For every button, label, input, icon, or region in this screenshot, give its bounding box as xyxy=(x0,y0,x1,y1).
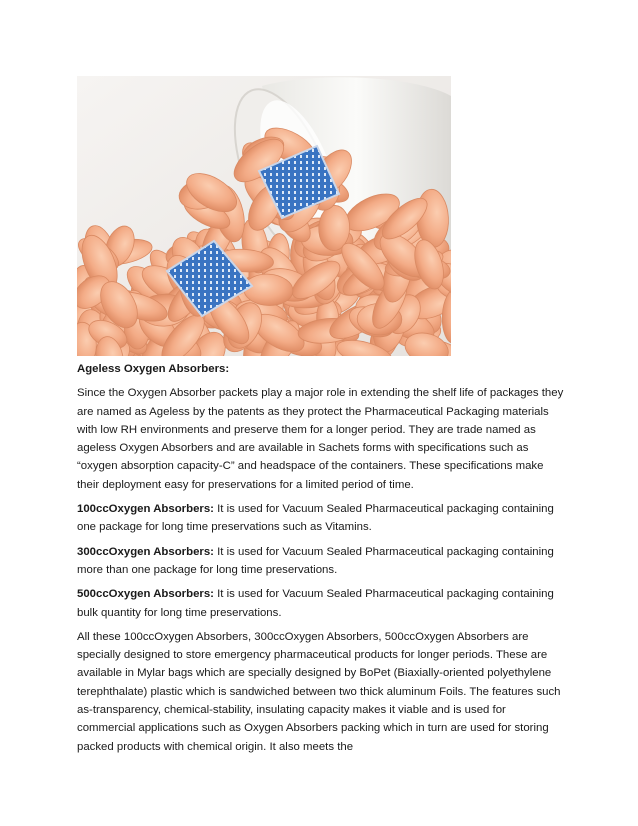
item-300cc xyxy=(77,543,567,580)
item-text: It is used for Vacuum Sealed Pharmaceutical packaging containing more than one package for long time preservations. xyxy=(77,545,554,576)
pills-illustration xyxy=(77,76,451,356)
item-100cc xyxy=(77,500,567,537)
pills-photo xyxy=(77,76,451,356)
intro-paragraph: Since the Oxygen Absorber packets play a major role in extending the shelf life of packages they are named as Ageless by the patents as they protect the Pharmaceutical Packaging materials with low RH environments and preserve them for a longer period. They are trade named as ageless Oxygen Absorbers and are available in Sachets forms with specifications such as “oxygen absorption capacity-C” and headspace of the containers. These specifications make their deployment easy for preservations for a limited period of time. xyxy=(77,387,564,491)
section-heading: Ageless Oxygen Absorbers: xyxy=(77,363,230,375)
item-text: It is used for Vacuum Sealed Pharmaceutical packaging containing one package for long time preservations such as Vitamins. xyxy=(77,503,554,534)
item-text: It is used for Vacuum Sealed Pharmaceutical packaging containing bulk quantity for long time preservations. xyxy=(77,588,554,619)
article-body xyxy=(77,360,567,756)
closing-paragraph: All these 100ccOxygen Absorbers, 300ccOxygen Absorbers, 500ccOxygen Absorbers are specially designed to store emergency pharmaceutical products for longer periods. These are available in Mylar bags which are specially designed by BoPet (Biaxially-oriented polyethylene terephthalate) plastic which is sandwiched between two thick aluminum Foils. The features such as-transparency, chemical-stability, insulating capacity makes it viable and is used for commercial applications such as Oxygen Absorbers packing which in turn are used for storing packed products with chemical origin. It also meets the xyxy=(77,630,561,753)
item-term: 300ccOxygen Absorbers: xyxy=(77,545,214,558)
item-term: 100ccOxygen Absorbers: xyxy=(77,503,214,516)
item-500cc xyxy=(77,585,567,622)
item-term: 500ccOxygen Absorbers: xyxy=(77,588,214,601)
